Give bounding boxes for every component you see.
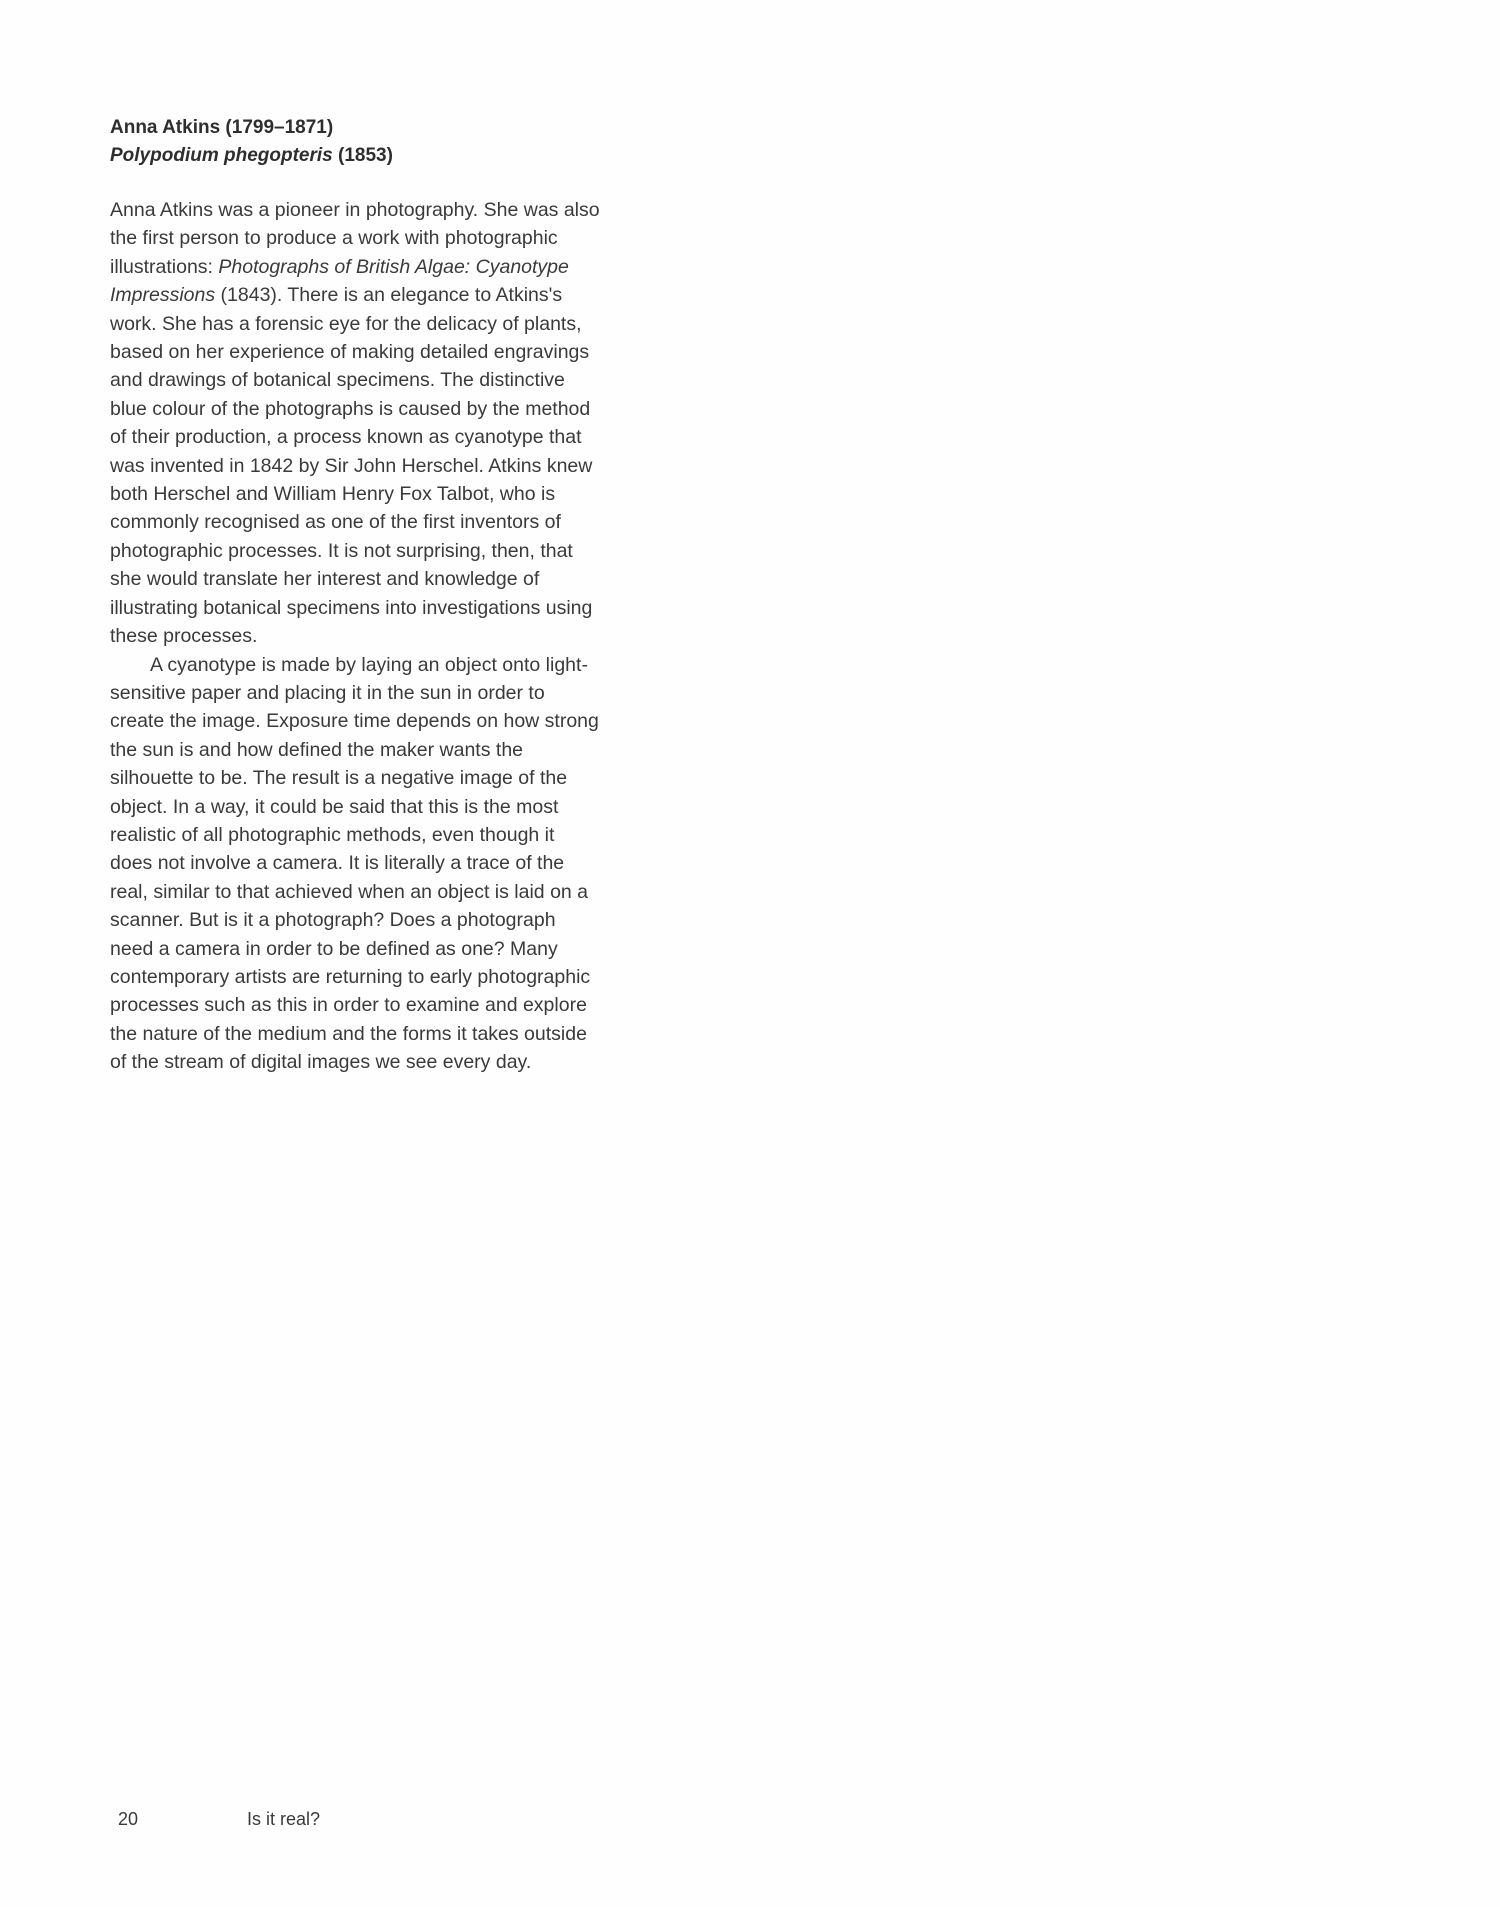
heading-spacer <box>110 170 600 196</box>
artist-name-dates: Anna Atkins (1799–1871) <box>110 117 334 138</box>
work-year: (1853) <box>332 145 393 166</box>
body-paragraph-2: A cyanotype is made by laying an object onto light-sensitive paper and placing it in the sun in order to create the image. Exposure time depends on how strong the sun is and how defined the maker wants the silhouette to be. The result is a negative image of the object. In a way, it could be said that this is the most realistic of all photographic methods, even though it does not involve a camera. It is literally a trace of the real, similar to that achieved when an object is laid on a scanner. But is it a photograph? Does a photograph need a camera in order to be defined as one? Many contemporary artists are returning to early photographic processes such as this in order to examine and explore the nature of the medium and the forms it takes outside of the stream of digital images we see every day. <box>110 653 599 1074</box>
body-paragraph-1 <box>110 196 600 651</box>
artist-heading <box>110 114 600 142</box>
page-number: 20 <box>118 1809 139 1829</box>
work-title: Polypodium phegopteris <box>110 145 333 166</box>
text-column <box>110 114 600 1077</box>
work-heading <box>110 142 600 170</box>
book-title: Photographs of British Algae: Cyanotype Impressions <box>110 255 569 307</box>
paragraph-1-part-1: Anna Atkins was a pioneer in photography. She was also the first person to produce a work with photographic illustrations: <box>110 199 600 278</box>
running-footer-title: Is it real? <box>247 1809 321 1829</box>
paragraph-1-part-2: (1843). There is an elegance to Atkins's work. She has a forensic eye for the delicacy of plants, based on her experience of making detailed engravings and drawings of botanical specimens. The distinctive blue colour of the photographs is caused by the method of their production, a process known as cyanotype that was invented in 1842 by Sir John Herschel. Atkins knew both Herschel and William Henry Fox Talbot, who is commonly recognised as one of the first inventors of photographic processes. It is not surprising, then, that she would translate her interest and knowledge of illustrating botanical specimens into investigations using these processes. <box>110 284 593 648</box>
